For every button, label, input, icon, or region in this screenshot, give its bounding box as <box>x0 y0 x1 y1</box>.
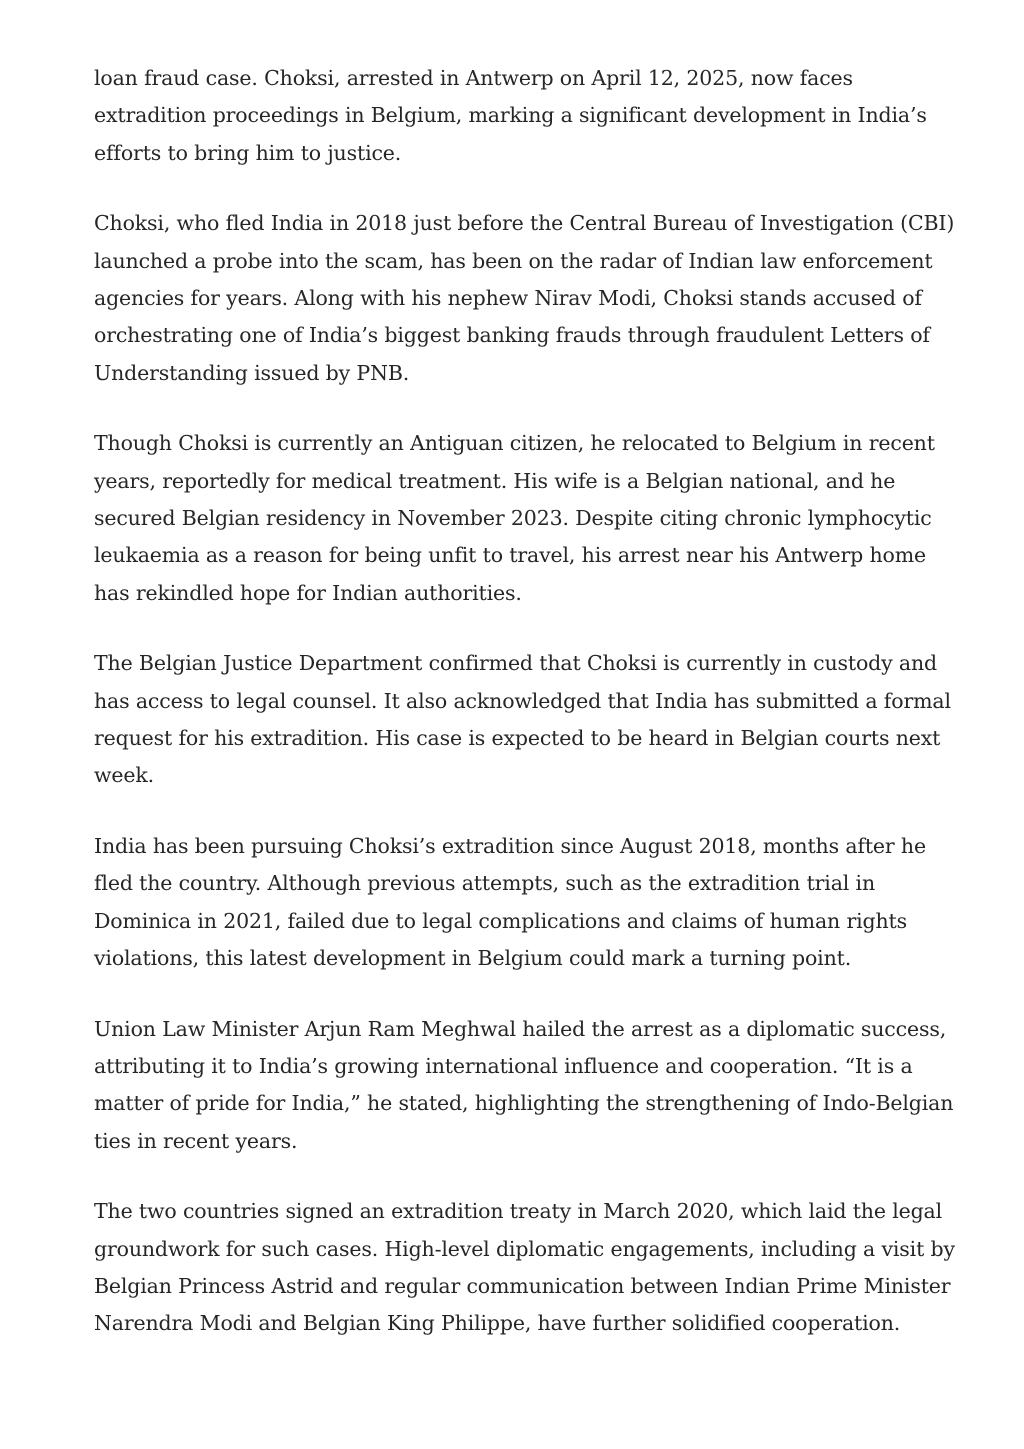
article-paragraph-4: The Belgian Justice Department confirmed that Choksi is currently in custody and has access to legal counsel. It also acknowledged that India has submitted a formal request for his extradition. His case is expected to be heard in Belgian courts next week. <box>94 651 951 788</box>
article-paragraph-2: Choksi, who fled India in 2018 just before the Central Bureau of Investigation (CBI) launched a probe into the scam, has been on the radar of Indian law enforcement agencies for years. Along with his nephew Nirav Modi, Choksi stands accused of orchestrating one of India’s biggest banking frauds through fraudulent Letters of Understanding issued by PNB. <box>94 211 955 385</box>
article-body <box>94 60 964 1376</box>
article-paragraph-1: loan fraud case. Choksi, arrested in Antwerp on April 12, 2025, now faces extradition proceedings in Belgium, marking a significant development in India’s efforts to bring him to justice. <box>94 66 927 165</box>
article-paragraph-5: India has been pursuing Choksi’s extradition since August 2018, months after he fled the country. Although previous attempts, such as the extradition trial in Dominica in 2021, failed due to legal complications and claims of human rights violations, this latest development in Belgium could mark a turning point. <box>94 834 926 970</box>
article-paragraph-7: The two countries signed an extradition treaty in March 2020, which laid the legal groundwork for such cases. High-level diplomatic engagements, including a visit by Belgian Princess Astrid and regular communication between Indian Prime Minister Narendra Modi and Belgian King Philippe, have further solidified cooperation. <box>94 1199 955 1336</box>
article-paragraph-6: Union Law Minister Arjun Ram Meghwal hailed the arrest as a diplomatic success, attributing it to India’s growing international influence and cooperation. “It is a matter of pride for India,” he stated, highlighting the strengthening of Indo-Belgian ties in recent years. <box>94 1016 954 1153</box>
article-paragraph-3: Though Choksi is currently an Antiguan citizen, he relocated to Belgium in recent years, reportedly for medical treatment. His wife is a Belgian national, and he secured Belgian residency in November 2023. Despite citing chronic lymphocytic leukaemia as a reason for being unfit to travel, his arrest near his Antwerp home has rekindled hope for Indian authorities. <box>94 431 935 605</box>
